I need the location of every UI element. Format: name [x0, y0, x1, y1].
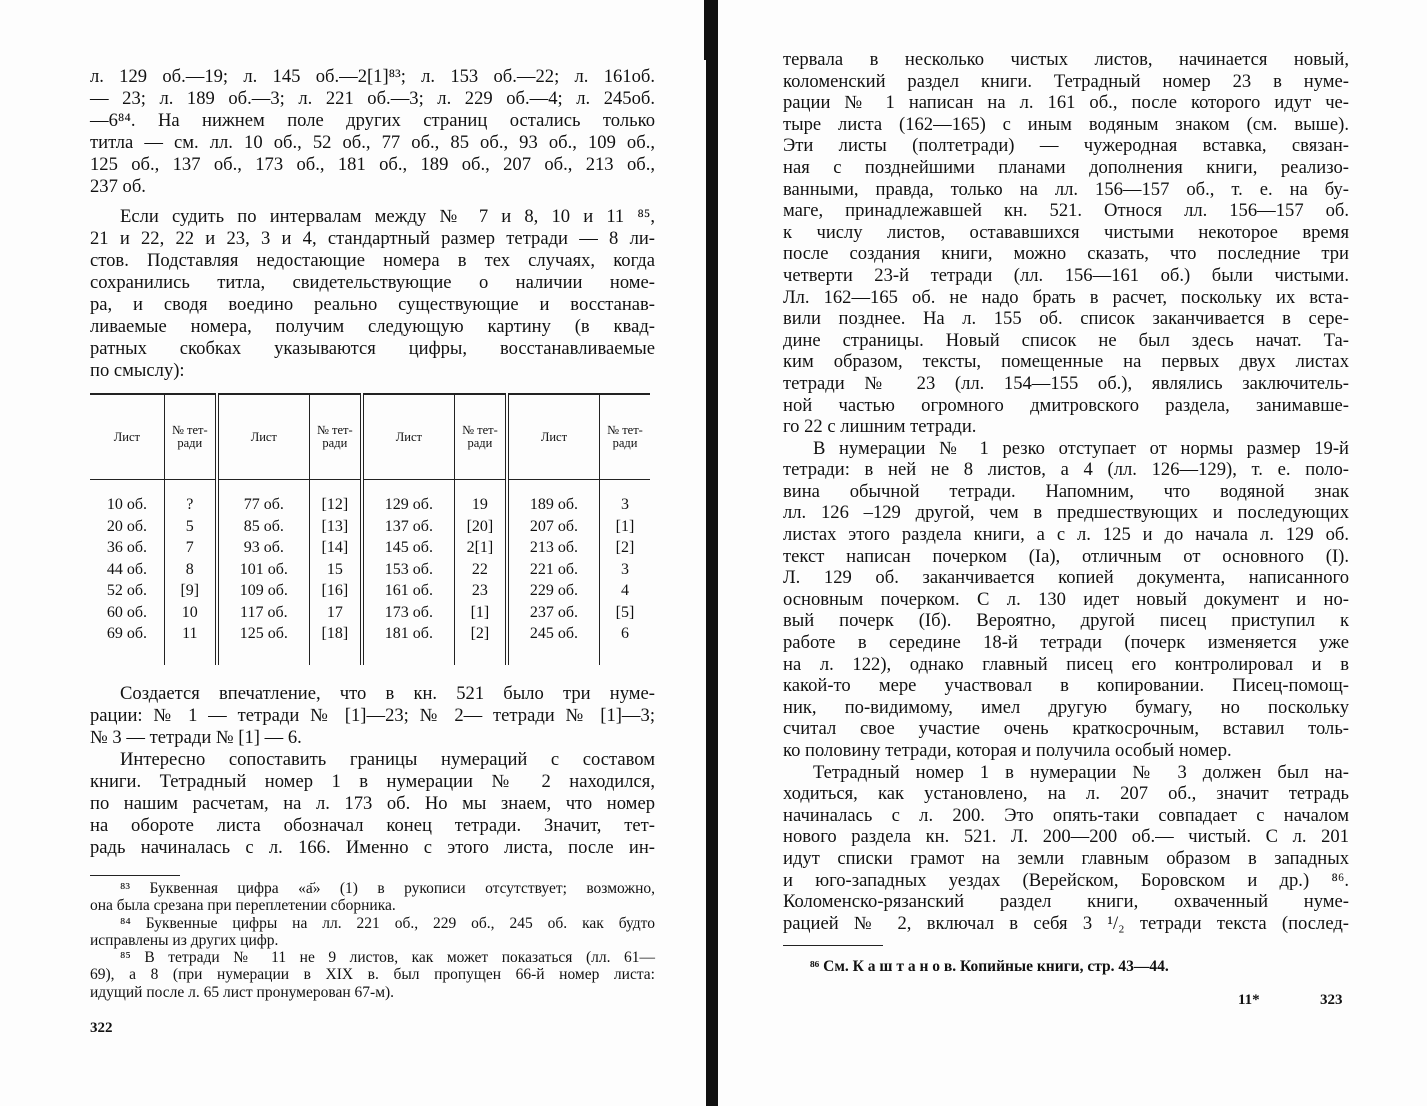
- text-line: ким образом, тексты, помещенные на первых двух листах: [783, 351, 1349, 373]
- quire-number-cell: [1]: [454, 602, 507, 624]
- quire-number-cell: 3: [621, 496, 629, 513]
- text-line: на л. 122), однако главный писец его контролировал и в: [783, 653, 1349, 675]
- leaf-cell: 109 об.: [217, 580, 310, 602]
- text-line: ной частью огромного дмитровского раздела, занимавше-: [783, 394, 1349, 416]
- quire-number-cell: [9]: [164, 580, 217, 602]
- table-row: [90, 623, 650, 665]
- paragraph: [90, 206, 655, 382]
- text-line: нового раздела кн. 521. Л. 200—200 об.— чистый. С л. 201: [783, 826, 1349, 848]
- text-line: Коломенско-рязанский раздел книги, охваченный нуме-: [783, 891, 1349, 913]
- table-row: [90, 580, 650, 602]
- paragraph: [90, 683, 655, 749]
- quire-number-cell: 23: [454, 580, 507, 602]
- table-header: Лист: [507, 394, 600, 480]
- text-line: рации: № 1 — тетради № [1]—23; № 2— тетради № [1]—3;: [90, 705, 655, 726]
- quire-number-cell: 6: [621, 625, 629, 642]
- left-page-text-top: [90, 66, 655, 382]
- leaf-cell: 44 об.: [90, 559, 164, 581]
- table-row: [90, 559, 650, 581]
- text-line: № 3 — тетради № [1] — 6.: [90, 727, 302, 748]
- quire-number-cell: 19: [454, 480, 507, 516]
- text-line: ⁸⁵ В тетради № 11 не 9 листов, как может показаться (лл. 61—: [120, 949, 655, 967]
- quire-number-cell: [1]: [615, 517, 635, 535]
- leaf-cell: 213 об.: [507, 537, 600, 559]
- quire-table: [90, 393, 650, 665]
- paragraph: [90, 949, 655, 1001]
- leaf-cell: 69 об.: [90, 623, 164, 665]
- quire-number-cell: [18]: [309, 623, 362, 665]
- page-number-left: 322: [90, 1020, 113, 1036]
- text-line: — 23; л. 189 об.—3; л. 221 об.—3; л. 229 об.—4; л. 245об.: [90, 88, 655, 109]
- leaf-cell: 229 об.: [507, 580, 600, 602]
- table-header: Лист: [217, 394, 310, 480]
- text-line: 125 об., 137 об., 173 об., 181 об., 189 об., 207 об., 213 об.,: [90, 154, 655, 175]
- leaf-cell: 20 об.: [90, 516, 164, 538]
- text-line: и юго-западных уездах (Верейском, Боровском и др.) ⁸⁶.: [783, 869, 1349, 891]
- text-line: Если судить по интервалам между № 7 и 8, 10 и 11 ⁸⁵,: [120, 206, 655, 227]
- text-line: го 22 с лишним тетради.: [783, 416, 977, 438]
- text-line: работе в середине 18-й тетради (почерк изменяется уже: [783, 632, 1349, 654]
- text-line: Лл. 162—165 об. не надо брать в расчет, поскольку их вста-: [783, 286, 1349, 308]
- leaf-cell: 10 об.: [90, 480, 164, 516]
- quire-number-cell: [2]: [615, 539, 635, 556]
- quire-number-cell: 7: [164, 537, 217, 559]
- text-line: —6⁸⁴. На нижнем поле других страниц остались только: [90, 110, 655, 131]
- text-line: считал свое участие очень краткосрочным, вставил толь-: [783, 718, 1349, 740]
- right-page-text: [783, 49, 1349, 934]
- text-line: вина обычной тетради. Напомним, что водяной знак: [783, 480, 1349, 502]
- leaf-cell: 161 об.: [362, 580, 455, 602]
- leaf-cell: 189 об.: [507, 480, 600, 516]
- text-line: ник, по-видимому, имел другую бумагу, но поскольку: [783, 696, 1349, 718]
- quire-number-cell: [13]: [309, 516, 362, 538]
- text-line: В нумерации № 1 резко отступает от нормы размер 19-й: [813, 437, 1349, 459]
- book-gutter: [706, 0, 718, 1106]
- text-line: ⁸⁴ Буквенные цифры на лл. 221 об., 229 об., 245 об. как будто: [120, 914, 655, 932]
- text-line: четверти 23-й тетради (лл. 156—161 об.) были чистыми.: [783, 264, 1349, 286]
- text-line: коломенский раздел книги. Тетрадный номер 23 в нуме-: [783, 70, 1349, 92]
- leaf-cell: 237 об.: [507, 602, 600, 624]
- text-line: книги. Тетрадный номер 1 в нумерации № 2 находился,: [90, 771, 655, 792]
- text-line: на обороте листа обозначал конец тетради. Значит, тет-: [90, 815, 655, 836]
- quire-number-cell: 5: [164, 516, 217, 538]
- paragraph: [783, 438, 1349, 762]
- paragraph: [783, 49, 1349, 438]
- table-row: [90, 516, 650, 538]
- leaf-cell: 181 об.: [362, 623, 455, 665]
- quire-number-cell: [14]: [309, 537, 362, 559]
- table-row: [90, 537, 650, 559]
- text-line: ванными, правда, только на лл. 156—157 об., т. е. на бу-: [783, 178, 1349, 200]
- quire-number-cell: 3: [621, 560, 629, 578]
- text-line: Эти листы (полтетради) — чужеродная вставка, связан-: [783, 135, 1349, 157]
- paragraph: [90, 915, 655, 950]
- quire-number-cell: 2[1]: [454, 537, 507, 559]
- text-line: она была срезана при переплетении сборника.: [90, 897, 396, 915]
- text-line: основным почерком. С л. 130 идет новый документ и но-: [783, 588, 1349, 610]
- text-line: ходиться, как установлено, на л. 207 об., значит тетрадь: [783, 783, 1349, 805]
- text-line: рацией № 2, включал в себя 3 ¹/₂ тетради текста (послед-: [783, 912, 1349, 934]
- text-line: 69), а 8 (при нумерации в XIX в. был пропущен 66-й номер листа:: [90, 966, 655, 984]
- quire-number-cell: [5]: [615, 603, 635, 621]
- quire-number-cell: [16]: [309, 580, 362, 602]
- table-header: № тет- ради: [164, 394, 217, 480]
- text-line: по смыслу):: [90, 360, 185, 381]
- text-line: к числу листов, остававшихся чистыми некоторое время: [783, 221, 1349, 243]
- leaf-cell: 36 об.: [90, 537, 164, 559]
- leaf-cell: 129 об.: [362, 480, 455, 516]
- text-line: ная с позднейшими планами дополнения книги, реализо-: [783, 156, 1349, 178]
- quire-number-cell: 11: [164, 623, 217, 665]
- table-row: [90, 602, 650, 624]
- quire-number-cell: 15: [309, 559, 362, 581]
- leaf-cell: 153 об.: [362, 559, 455, 581]
- text-line: вый почерк (Iб). Вероятно, другой писец приступил к: [783, 610, 1349, 632]
- text-line: текст написан почерком (Iа), отличным от основного (I).: [783, 545, 1349, 567]
- footnote-86: ⁸⁶ См. К а ш т а н о в. Копийные книги, стр. 43—44.: [810, 958, 1169, 975]
- text-line: тетради № 23 (лл. 154—155 об.), являлись заключитель-: [783, 372, 1349, 394]
- table-header: Лист: [362, 394, 455, 480]
- left-page-text-bottom: [90, 683, 655, 859]
- page-number-right: 323: [1320, 992, 1343, 1008]
- text-line: начиналась с л. 200. Это опять-таки совпадает с началом: [783, 804, 1349, 826]
- text-line: Интересно сопоставить границы нумераций с составом: [120, 749, 655, 770]
- text-line: ратных скобках указываются цифры, восстанавливаемые: [90, 338, 655, 359]
- paragraph: [90, 880, 655, 915]
- text-line: тыре листа (162—165) с иным водяным знаком (см. выше).: [783, 113, 1349, 135]
- table-row: [90, 480, 650, 516]
- text-line: идущий после л. 65 лист пронумерован 67-м).: [90, 983, 395, 1001]
- text-line: ра, и сводя воедино реально существующие и восстанав-: [90, 294, 655, 315]
- text-line: по нашим расчетам, на л. 173 об. Но мы знаем, что номер: [90, 793, 655, 814]
- table-header: Лист: [90, 394, 164, 480]
- text-line: 21 и 22, 22 и 23, 3 и 4, стандартный размер тетради — 8 ли-: [90, 228, 655, 249]
- leaf-cell: 145 об.: [362, 537, 455, 559]
- text-line: после создания книги, можно сказать, что последние три: [783, 243, 1349, 265]
- quire-number-cell: 8: [164, 559, 217, 581]
- quire-number-cell: [20]: [454, 516, 507, 538]
- leaf-cell: 173 об.: [362, 602, 455, 624]
- text-line: ⁸³ Буквенная цифра «а҃» (1) в рукописи отсутствует; возможно,: [120, 880, 655, 897]
- signature-mark: 11*: [1238, 992, 1260, 1008]
- text-line: маге, принадлежавшей кн. 521. Относя лл. 156—157 об.: [783, 200, 1349, 222]
- leaf-cell: 117 об.: [217, 602, 310, 624]
- footnote-rule: [90, 875, 180, 876]
- footnotes: [90, 880, 655, 1001]
- text-line: листах этого раздела книги, а с л. 125 и до начала л. 129 об.: [783, 524, 1349, 546]
- text-line: 237 об.: [90, 176, 146, 197]
- footnote-rule-right: [783, 945, 883, 946]
- leaf-cell: 85 об.: [217, 516, 310, 538]
- quire-number-cell: 10: [164, 602, 217, 624]
- quire-number-cell: 17: [309, 602, 362, 624]
- text-line: радь начиналась с л. 166. Именно с этого листа, после ин-: [90, 837, 655, 858]
- quire-number-cell: [2]: [454, 623, 507, 665]
- leaf-cell: 221 об.: [507, 559, 600, 581]
- paragraph: [90, 749, 655, 859]
- leaf-cell: 207 об.: [507, 516, 600, 538]
- leaf-cell: 125 об.: [217, 623, 310, 665]
- text-line: Тетрадный номер 1 в нумерации № 3 должен был на-: [813, 761, 1349, 783]
- quire-number-cell: 4: [621, 582, 629, 599]
- text-line: тервала в несколько чистых листов, начинается новый,: [783, 49, 1349, 70]
- table-header: № тет- ради: [454, 394, 507, 480]
- paragraph: [90, 66, 655, 198]
- text-line: стов. Подставляя недостающие номера в тех случаях, когда: [90, 250, 655, 271]
- text-line: Создается впечатление, что в кн. 521 было три нуме-: [120, 683, 655, 704]
- leaf-cell: 137 об.: [362, 516, 455, 538]
- text-line: дине страницы. Новый список не был здесь начат. Та-: [783, 329, 1349, 351]
- quire-number-cell: ?: [164, 480, 217, 516]
- leaf-cell: 52 об.: [90, 580, 164, 602]
- text-line: какой-то мере участвовал в копировании. Писец-помощ-: [783, 675, 1349, 697]
- quire-number-cell: 22: [454, 559, 507, 581]
- text-line: сохранились титла, свидетельствующие о наличии номе-: [90, 272, 655, 293]
- text-line: вили позднее. На л. 155 об. список заканчивается в сере-: [783, 308, 1349, 330]
- text-line: лл. 126 –129 другой, чем в предшествующих и последующих: [783, 502, 1349, 524]
- table-header: № тет- ради: [600, 394, 651, 480]
- text-line: идут списки грамот на земли главным образом в западных: [783, 847, 1349, 869]
- quire-number-cell: [12]: [309, 480, 362, 516]
- text-line: исправлены из других цифр.: [90, 931, 279, 949]
- paragraph: [783, 762, 1349, 935]
- leaf-cell: 77 об.: [217, 480, 310, 516]
- text-line: рации № 1 написан на л. 161 об., после которого идут че-: [783, 92, 1349, 114]
- table-header: № тет- ради: [309, 394, 362, 480]
- text-line: титла — см. лл. 10 об., 52 об., 77 об., 85 об., 93 об., 109 об.,: [90, 132, 655, 153]
- text-line: ко половину тетради, которая и получила особый номер.: [783, 740, 1232, 761]
- leaf-cell: 101 об.: [217, 559, 310, 581]
- text-line: ливаемые номера, получим следующую картину (в квад-: [90, 316, 655, 337]
- leaf-cell: 245 об.: [507, 623, 600, 665]
- text-line: Л. 129 об. заканчивается копией документа, написанного: [783, 567, 1349, 589]
- leaf-cell: 93 об.: [217, 537, 310, 559]
- text-line: л. 129 об.—19; л. 145 об.—2[1]⁸³; л. 153 об.—22; л. 161об.: [90, 66, 655, 87]
- text-line: тетради: в ней не 8 листов, а 4 (лл. 126—129), т. е. поло-: [783, 459, 1349, 481]
- leaf-cell: 60 об.: [90, 602, 164, 624]
